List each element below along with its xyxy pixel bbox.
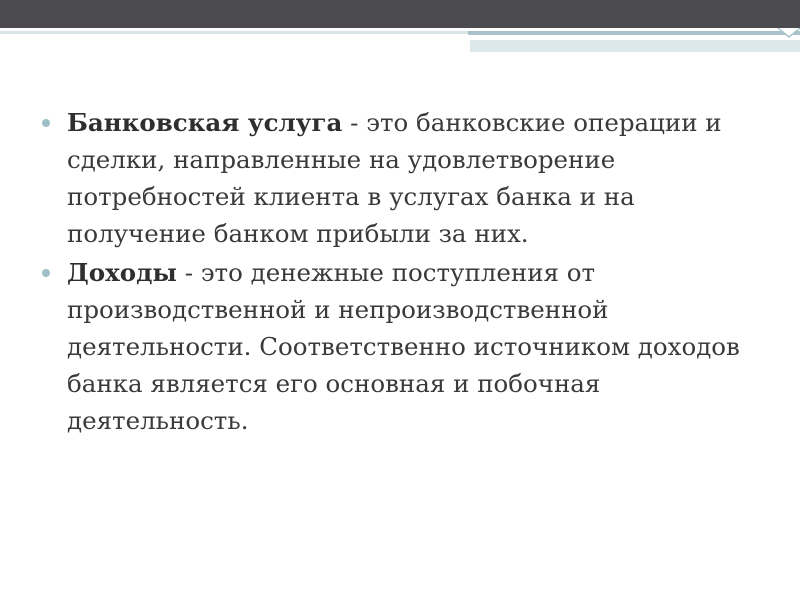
bullet-item-income [42, 254, 762, 439]
bullet-term: Доходы [67, 258, 177, 287]
bullet-term: Банковская услуга [67, 108, 343, 137]
accent-line-left [0, 31, 468, 34]
bullet-item-banking-service [42, 104, 762, 252]
bullet-dot-icon [42, 269, 50, 277]
top-band [0, 0, 800, 28]
bullet-dot-icon [42, 119, 50, 127]
bullet-definition: - это денежные поступления от производственной и непроизводственной деятельности. Соответственно источником доходов банка является его основная и побочная деятельность. [67, 258, 740, 435]
accent-notch-inner [779, 28, 799, 36]
bullet-definition: - это банковские операции и сделки, направленные на удовлетворение потребностей клиента в услугах банка и на получение банком прибыли за них. [67, 108, 722, 248]
slide-content [42, 104, 762, 441]
accent-line-teal [468, 31, 800, 35]
accent-line-right [470, 40, 800, 52]
